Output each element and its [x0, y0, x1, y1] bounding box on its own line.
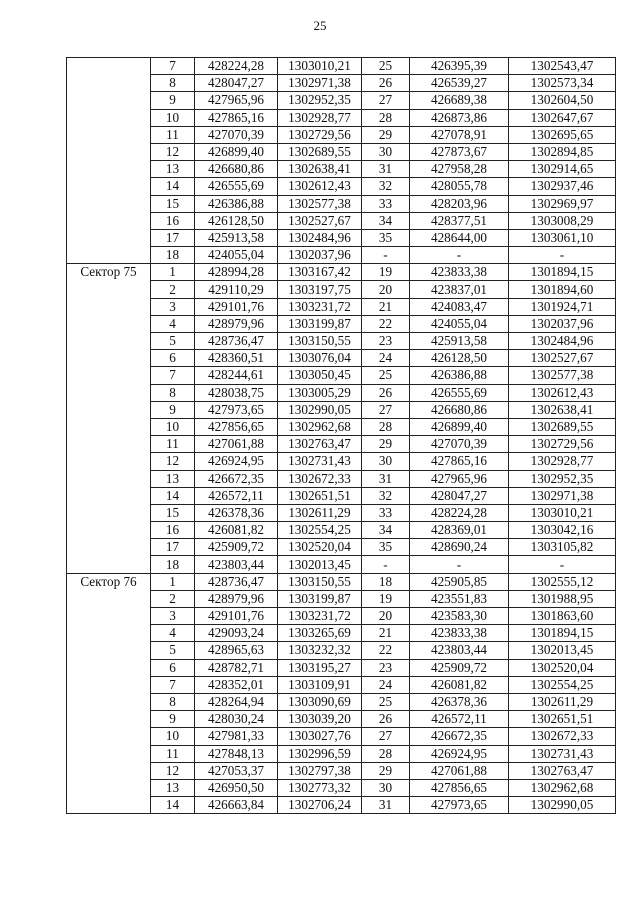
- point-number: 19: [362, 590, 410, 607]
- y-coordinate: 1303005,29: [278, 384, 362, 401]
- y-coordinate: 1302689,55: [278, 143, 362, 160]
- y-coordinate: 1303008,29: [509, 212, 616, 229]
- y-coordinate: 1302527,67: [278, 212, 362, 229]
- x-coordinate: 428994,28: [195, 264, 278, 281]
- point-number: 6: [151, 659, 195, 676]
- y-coordinate: 1301894,60: [509, 281, 616, 298]
- x-coordinate: 426081,82: [410, 676, 509, 693]
- y-coordinate: 1302611,29: [278, 504, 362, 521]
- x-coordinate: 428203,96: [410, 195, 509, 212]
- y-coordinate: 1302952,35: [509, 470, 616, 487]
- x-coordinate: 426395,39: [410, 58, 509, 75]
- point-number: 8: [151, 693, 195, 710]
- x-coordinate: 427865,16: [195, 109, 278, 126]
- point-number: 2: [151, 590, 195, 607]
- y-coordinate: 1301988,95: [509, 590, 616, 607]
- y-coordinate: 1302520,04: [509, 659, 616, 676]
- y-coordinate: 1303231,72: [278, 298, 362, 315]
- point-number: 21: [362, 625, 410, 642]
- x-coordinate: 425913,58: [410, 333, 509, 350]
- y-coordinate: 1302651,51: [278, 487, 362, 504]
- y-coordinate: 1302996,59: [278, 745, 362, 762]
- x-coordinate: 426924,95: [410, 745, 509, 762]
- point-number: 15: [151, 504, 195, 521]
- y-coordinate: 1302731,43: [278, 453, 362, 470]
- y-coordinate: 1302763,47: [509, 762, 616, 779]
- y-coordinate: 1303150,55: [278, 573, 362, 590]
- point-number: 4: [151, 625, 195, 642]
- point-number: 9: [151, 92, 195, 109]
- x-coordinate: 425909,72: [195, 539, 278, 556]
- y-coordinate: 1301863,60: [509, 608, 616, 625]
- point-number: 5: [151, 333, 195, 350]
- x-coordinate: 426899,40: [410, 418, 509, 435]
- point-number: 18: [151, 556, 195, 573]
- x-coordinate: 425909,72: [410, 659, 509, 676]
- x-coordinate: 424055,04: [195, 247, 278, 264]
- point-number: 28: [362, 745, 410, 762]
- y-coordinate: 1302773,32: [278, 779, 362, 796]
- point-number: 14: [151, 178, 195, 195]
- x-coordinate: 423837,01: [410, 281, 509, 298]
- point-number: 31: [362, 797, 410, 814]
- x-coordinate: 423803,44: [410, 642, 509, 659]
- point-number: 17: [151, 539, 195, 556]
- x-coordinate: 428369,01: [410, 522, 509, 539]
- x-coordinate: 427070,39: [195, 126, 278, 143]
- x-coordinate: 427958,28: [410, 161, 509, 178]
- x-coordinate: 426680,86: [410, 401, 509, 418]
- point-number: 24: [362, 676, 410, 693]
- sector-label: [67, 58, 151, 264]
- x-coordinate: 427981,33: [195, 728, 278, 745]
- point-number: 20: [362, 281, 410, 298]
- y-coordinate: 1302952,35: [278, 92, 362, 109]
- y-coordinate: 1302527,67: [509, 350, 616, 367]
- point-number: 20: [362, 608, 410, 625]
- x-coordinate: 428047,27: [410, 487, 509, 504]
- y-coordinate: -: [509, 247, 616, 264]
- point-number: -: [362, 556, 410, 573]
- point-number: 33: [362, 504, 410, 521]
- y-coordinate: 1302543,47: [509, 58, 616, 75]
- point-number: 26: [362, 384, 410, 401]
- y-coordinate: 1303105,82: [509, 539, 616, 556]
- x-coordinate: 426899,40: [195, 143, 278, 160]
- point-number: 16: [151, 522, 195, 539]
- point-number: 32: [362, 178, 410, 195]
- point-number: 23: [362, 333, 410, 350]
- point-number: 26: [362, 711, 410, 728]
- y-coordinate: 1302013,45: [509, 642, 616, 659]
- y-coordinate: 1302484,96: [278, 229, 362, 246]
- page-number: 25: [313, 18, 327, 33]
- point-number: 30: [362, 779, 410, 796]
- point-number: 28: [362, 109, 410, 126]
- x-coordinate: 423551,83: [410, 590, 509, 607]
- y-coordinate: -: [509, 556, 616, 573]
- y-coordinate: 1302695,65: [509, 126, 616, 143]
- point-number: 12: [151, 143, 195, 160]
- x-coordinate: 428979,96: [195, 315, 278, 332]
- point-number: 7: [151, 367, 195, 384]
- y-coordinate: 1303197,75: [278, 281, 362, 298]
- x-coordinate: 428736,47: [195, 573, 278, 590]
- x-coordinate: 426128,50: [195, 212, 278, 229]
- point-number: 29: [362, 762, 410, 779]
- point-number: 35: [362, 539, 410, 556]
- x-coordinate: 429093,24: [195, 625, 278, 642]
- y-coordinate: 1303027,76: [278, 728, 362, 745]
- y-coordinate: 1301924,71: [509, 298, 616, 315]
- y-coordinate: 1302651,51: [509, 711, 616, 728]
- point-number: 17: [151, 229, 195, 246]
- point-number: 24: [362, 350, 410, 367]
- y-coordinate: 1302520,04: [278, 539, 362, 556]
- point-number: 13: [151, 779, 195, 796]
- y-coordinate: 1303076,04: [278, 350, 362, 367]
- x-coordinate: 426555,69: [410, 384, 509, 401]
- y-coordinate: 1302013,45: [278, 556, 362, 573]
- y-coordinate: 1302672,33: [278, 470, 362, 487]
- point-number: 15: [151, 195, 195, 212]
- table-row: [67, 264, 616, 281]
- y-coordinate: 1302990,05: [509, 797, 616, 814]
- point-number: 18: [362, 573, 410, 590]
- point-number: 12: [151, 762, 195, 779]
- y-coordinate: 1302689,55: [509, 418, 616, 435]
- x-coordinate: 427061,88: [410, 762, 509, 779]
- x-coordinate: 427865,16: [410, 453, 509, 470]
- x-coordinate: 427053,37: [195, 762, 278, 779]
- x-coordinate: 428047,27: [195, 75, 278, 92]
- x-coordinate: 428690,24: [410, 539, 509, 556]
- x-coordinate: 427973,65: [195, 401, 278, 418]
- x-coordinate: 424055,04: [410, 315, 509, 332]
- y-coordinate: 1302577,38: [509, 367, 616, 384]
- point-number: 28: [362, 418, 410, 435]
- x-coordinate: 426672,35: [410, 728, 509, 745]
- y-coordinate: 1302638,41: [278, 161, 362, 178]
- point-number: 25: [362, 58, 410, 75]
- point-number: 21: [362, 298, 410, 315]
- point-number: 7: [151, 676, 195, 693]
- point-number: 9: [151, 401, 195, 418]
- point-number: 6: [151, 350, 195, 367]
- y-coordinate: 1302555,12: [509, 573, 616, 590]
- point-number: 14: [151, 797, 195, 814]
- x-coordinate: 428782,71: [195, 659, 278, 676]
- point-number: 1: [151, 264, 195, 281]
- x-coordinate: 428736,47: [195, 333, 278, 350]
- point-number: 23: [362, 659, 410, 676]
- y-coordinate: 1303061,10: [509, 229, 616, 246]
- x-coordinate: 427070,39: [410, 436, 509, 453]
- point-number: 14: [151, 487, 195, 504]
- x-coordinate: 427873,67: [410, 143, 509, 160]
- point-number: 22: [362, 315, 410, 332]
- x-coordinate: 426386,88: [195, 195, 278, 212]
- x-coordinate: 428360,51: [195, 350, 278, 367]
- x-coordinate: 426680,86: [195, 161, 278, 178]
- table-body: [67, 58, 616, 814]
- y-coordinate: 1302731,43: [509, 745, 616, 762]
- x-coordinate: 426672,35: [195, 470, 278, 487]
- y-coordinate: 1301894,15: [509, 264, 616, 281]
- y-coordinate: 1303039,20: [278, 711, 362, 728]
- x-coordinate: 428644,00: [410, 229, 509, 246]
- x-coordinate: 426663,84: [195, 797, 278, 814]
- x-coordinate: 423833,38: [410, 625, 509, 642]
- x-coordinate: 427061,88: [195, 436, 278, 453]
- point-number: 5: [151, 642, 195, 659]
- y-coordinate: 1302604,50: [509, 92, 616, 109]
- table-row: [67, 573, 616, 590]
- x-coordinate: 424083,47: [410, 298, 509, 315]
- point-number: 3: [151, 298, 195, 315]
- point-number: 30: [362, 143, 410, 160]
- point-number: 11: [151, 436, 195, 453]
- point-number: 29: [362, 436, 410, 453]
- y-coordinate: 1303199,87: [278, 590, 362, 607]
- y-coordinate: 1302962,68: [278, 418, 362, 435]
- x-coordinate: 426572,11: [195, 487, 278, 504]
- y-coordinate: 1301894,15: [509, 625, 616, 642]
- y-coordinate: 1303090,69: [278, 693, 362, 710]
- coordinates-table: [66, 57, 616, 814]
- y-coordinate: 1303050,45: [278, 367, 362, 384]
- y-coordinate: 1302647,67: [509, 109, 616, 126]
- y-coordinate: 1303195,27: [278, 659, 362, 676]
- y-coordinate: 1302990,05: [278, 401, 362, 418]
- x-coordinate: 426386,88: [410, 367, 509, 384]
- point-number: 9: [151, 711, 195, 728]
- x-coordinate: 427973,65: [410, 797, 509, 814]
- y-coordinate: 1302928,77: [278, 109, 362, 126]
- x-coordinate: 428965,63: [195, 642, 278, 659]
- x-coordinate: 423803,44: [195, 556, 278, 573]
- y-coordinate: 1303231,72: [278, 608, 362, 625]
- x-coordinate: 429110,29: [195, 281, 278, 298]
- x-coordinate: 426689,38: [410, 92, 509, 109]
- y-coordinate: 1302971,38: [278, 75, 362, 92]
- x-coordinate: 426378,36: [195, 504, 278, 521]
- point-number: 32: [362, 487, 410, 504]
- x-coordinate: 425913,58: [195, 229, 278, 246]
- x-coordinate: 427078,91: [410, 126, 509, 143]
- point-number: 29: [362, 126, 410, 143]
- y-coordinate: 1303199,87: [278, 315, 362, 332]
- x-coordinate: 427965,96: [195, 92, 278, 109]
- y-coordinate: 1302484,96: [509, 333, 616, 350]
- y-coordinate: 1302554,25: [278, 522, 362, 539]
- y-coordinate: 1302706,24: [278, 797, 362, 814]
- point-number: 2: [151, 281, 195, 298]
- sector-label: Сектор 75: [67, 264, 151, 573]
- point-number: 11: [151, 126, 195, 143]
- y-coordinate: 1303109,91: [278, 676, 362, 693]
- point-number: 8: [151, 384, 195, 401]
- point-number: 8: [151, 75, 195, 92]
- point-number: 18: [151, 247, 195, 264]
- y-coordinate: 1302914,65: [509, 161, 616, 178]
- point-number: 11: [151, 745, 195, 762]
- y-coordinate: 1302763,47: [278, 436, 362, 453]
- x-coordinate: 426081,82: [195, 522, 278, 539]
- y-coordinate: 1303232,32: [278, 642, 362, 659]
- y-coordinate: 1302638,41: [509, 401, 616, 418]
- y-coordinate: 1302894,85: [509, 143, 616, 160]
- x-coordinate: 428030,24: [195, 711, 278, 728]
- x-coordinate: 427856,65: [410, 779, 509, 796]
- x-coordinate: 427965,96: [410, 470, 509, 487]
- x-coordinate: 426539,27: [410, 75, 509, 92]
- y-coordinate: 1302729,56: [278, 126, 362, 143]
- y-coordinate: 1302729,56: [509, 436, 616, 453]
- point-number: 25: [362, 367, 410, 384]
- point-number: 33: [362, 195, 410, 212]
- point-number: 16: [151, 212, 195, 229]
- x-coordinate: 428224,28: [195, 58, 278, 75]
- y-coordinate: 1302928,77: [509, 453, 616, 470]
- y-coordinate: 1302037,96: [278, 247, 362, 264]
- point-number: 35: [362, 229, 410, 246]
- point-number: -: [362, 247, 410, 264]
- x-coordinate: 425905,85: [410, 573, 509, 590]
- x-coordinate: 429101,76: [195, 298, 278, 315]
- x-coordinate: -: [410, 556, 509, 573]
- y-coordinate: 1302672,33: [509, 728, 616, 745]
- y-coordinate: 1302971,38: [509, 487, 616, 504]
- x-coordinate: 426572,11: [410, 711, 509, 728]
- x-coordinate: 429101,76: [195, 608, 278, 625]
- x-coordinate: 428224,28: [410, 504, 509, 521]
- point-number: 22: [362, 642, 410, 659]
- y-coordinate: 1302037,96: [509, 315, 616, 332]
- y-coordinate: 1302577,38: [278, 195, 362, 212]
- point-number: 26: [362, 75, 410, 92]
- point-number: 27: [362, 401, 410, 418]
- point-number: 12: [151, 453, 195, 470]
- point-number: 10: [151, 109, 195, 126]
- point-number: 4: [151, 315, 195, 332]
- point-number: 25: [362, 693, 410, 710]
- y-coordinate: 1302797,38: [278, 762, 362, 779]
- y-coordinate: 1303265,69: [278, 625, 362, 642]
- y-coordinate: 1302554,25: [509, 676, 616, 693]
- y-coordinate: 1302612,43: [509, 384, 616, 401]
- x-coordinate: 426555,69: [195, 178, 278, 195]
- point-number: 27: [362, 728, 410, 745]
- y-coordinate: 1302612,43: [278, 178, 362, 195]
- x-coordinate: 428352,01: [195, 676, 278, 693]
- point-number: 34: [362, 212, 410, 229]
- point-number: 31: [362, 161, 410, 178]
- x-coordinate: 426950,50: [195, 779, 278, 796]
- y-coordinate: 1302962,68: [509, 779, 616, 796]
- x-coordinate: 423833,38: [410, 264, 509, 281]
- y-coordinate: 1302937,46: [509, 178, 616, 195]
- point-number: 1: [151, 573, 195, 590]
- x-coordinate: 427848,13: [195, 745, 278, 762]
- x-coordinate: 428979,96: [195, 590, 278, 607]
- x-coordinate: 428244,61: [195, 367, 278, 384]
- x-coordinate: 428264,94: [195, 693, 278, 710]
- y-coordinate: 1302611,29: [509, 693, 616, 710]
- x-coordinate: 426378,36: [410, 693, 509, 710]
- point-number: 10: [151, 728, 195, 745]
- point-number: 13: [151, 470, 195, 487]
- point-number: 34: [362, 522, 410, 539]
- x-coordinate: 426924,95: [195, 453, 278, 470]
- y-coordinate: 1302573,34: [509, 75, 616, 92]
- x-coordinate: 428038,75: [195, 384, 278, 401]
- x-coordinate: -: [410, 247, 509, 264]
- x-coordinate: 426128,50: [410, 350, 509, 367]
- x-coordinate: 428377,51: [410, 212, 509, 229]
- point-number: 27: [362, 92, 410, 109]
- point-number: 13: [151, 161, 195, 178]
- y-coordinate: 1303042,16: [509, 522, 616, 539]
- point-number: 7: [151, 58, 195, 75]
- point-number: 19: [362, 264, 410, 281]
- point-number: 10: [151, 418, 195, 435]
- y-coordinate: 1303167,42: [278, 264, 362, 281]
- x-coordinate: 428055,78: [410, 178, 509, 195]
- point-number: 30: [362, 453, 410, 470]
- y-coordinate: 1302969,97: [509, 195, 616, 212]
- x-coordinate: 423583,30: [410, 608, 509, 625]
- y-coordinate: 1303010,21: [509, 504, 616, 521]
- table-row: [67, 58, 616, 75]
- point-number: 3: [151, 608, 195, 625]
- x-coordinate: 426873,86: [410, 109, 509, 126]
- x-coordinate: 427856,65: [195, 418, 278, 435]
- y-coordinate: 1303150,55: [278, 333, 362, 350]
- y-coordinate: 1303010,21: [278, 58, 362, 75]
- point-number: 31: [362, 470, 410, 487]
- sector-label: Сектор 76: [67, 573, 151, 814]
